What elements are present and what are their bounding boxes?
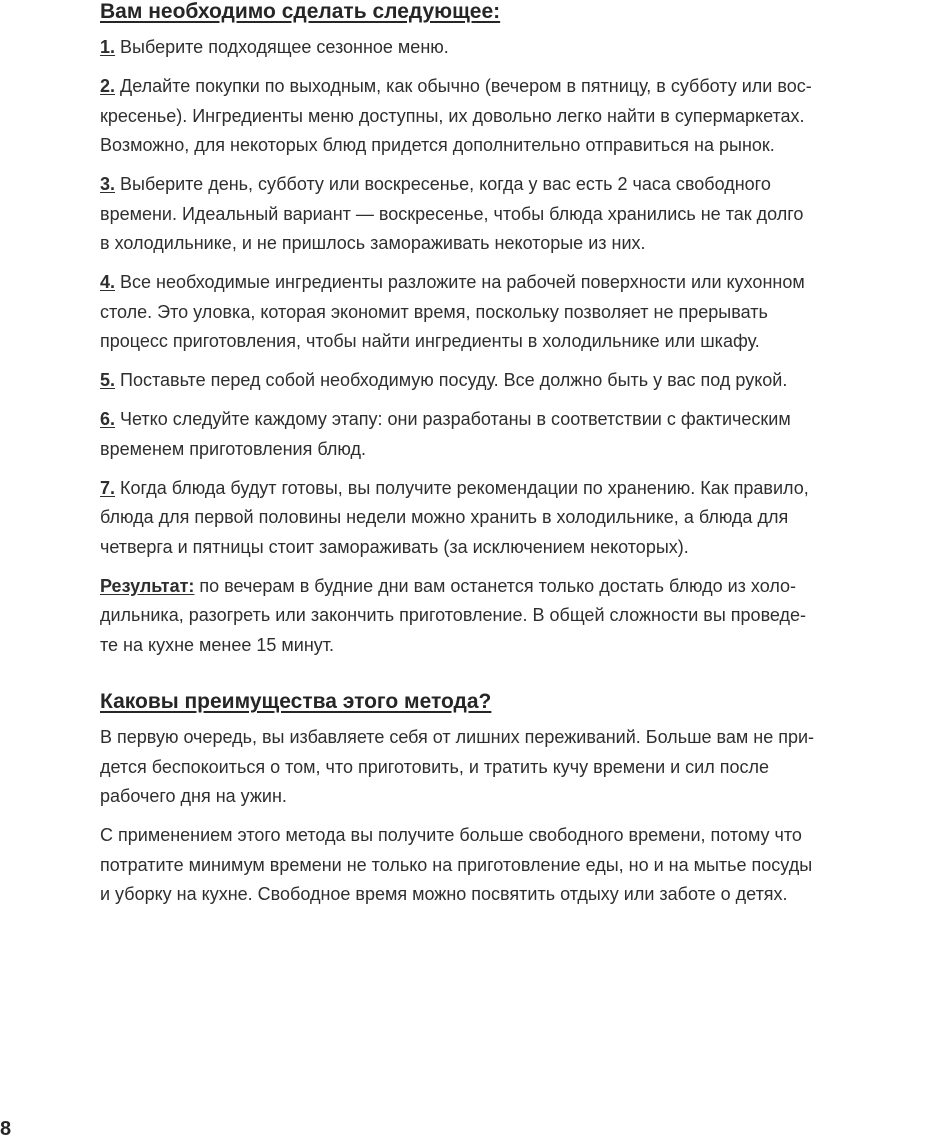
step-number: 5. [100,370,116,390]
section-heading-steps: Вам необходимо сделать следующее: [100,0,501,23]
step-6: 6. Четко следуйте каждому этапу: они разработаны в соответствии с фактическим временем приготовления блюд. [100,409,791,459]
step-number: 6. [100,409,116,429]
step-1: 1. Выберите подходящее сезонное меню. [100,37,449,57]
step-4: 4. Все необходимые ингредиенты разложите на рабочей поверхности или кухонном столе. Это уловка, которая экономит время, поскольку позволяет не прерывать процесс приготовления, чтобы найти ингредиенты в холодильнике или шкафу. [100,272,805,351]
page-content [100,0,932,910]
result-paragraph: Результат: по вечерам в будние дни вам останется только достать блюдо из холо- дильника, разогреть или закончить приготовление. В общей сложности вы проведе- те на кухне менее 15 минут. [100,575,807,655]
step-3: 3. Выберите день, субботу или воскресенье, когда у вас есть 2 часа свободного времени. Идеальный вариант — воскресенье, чтобы блюда хранились не так долго в холодильнике, и не пришлось замораживать некоторые из них. [100,174,804,253]
page-number: 8 [0,1118,12,1140]
step-number: 4. [100,272,116,292]
step-2: 2. Делайте покупки по выходным, как обычно (вечером в пятницу, в субботу или вос- кресенье). Ингредиенты меню доступны, их довольно легко найти в супермаркетах. Возможно, для некоторых блюд придется дополнительно отправиться на рынок. [100,76,812,155]
step-number: 1. [100,37,116,57]
step-7: 7. Когда блюда будут готовы, вы получите рекомендации по хранению. Как правило, блюда для первой половины недели можно хранить в холодильнике, а блюда для четверга и пятницы стоит замораживать (за исключением некоторых). [100,477,809,557]
step-number: 2. [100,76,116,96]
benefits-paragraph-1: В первую очередь, вы избавляете себя от лишних переживаний. Больше вам не при- дется беспокоиться о том, что приготовить, и тратить кучу времени и сил после рабочего дня на ужин. [100,727,815,806]
step-number: 7. [100,477,116,498]
result-label: Результат: [100,575,195,596]
section-heading-benefits: Каковы преимущества этого метода? [100,690,492,713]
step-number: 3. [100,174,116,194]
benefits-paragraph-2: С применением этого метода вы получите больше свободного времени, потому что потратите минимум времени не только на приготовление еды, но и на мытье посуды и уборку на кухне. Свободное время можно посвятить отдыху или заботе о детях. [100,825,813,904]
step-5: 5. Поставьте перед собой необходимую посуду. Все должно быть у вас под рукой. [100,370,788,390]
